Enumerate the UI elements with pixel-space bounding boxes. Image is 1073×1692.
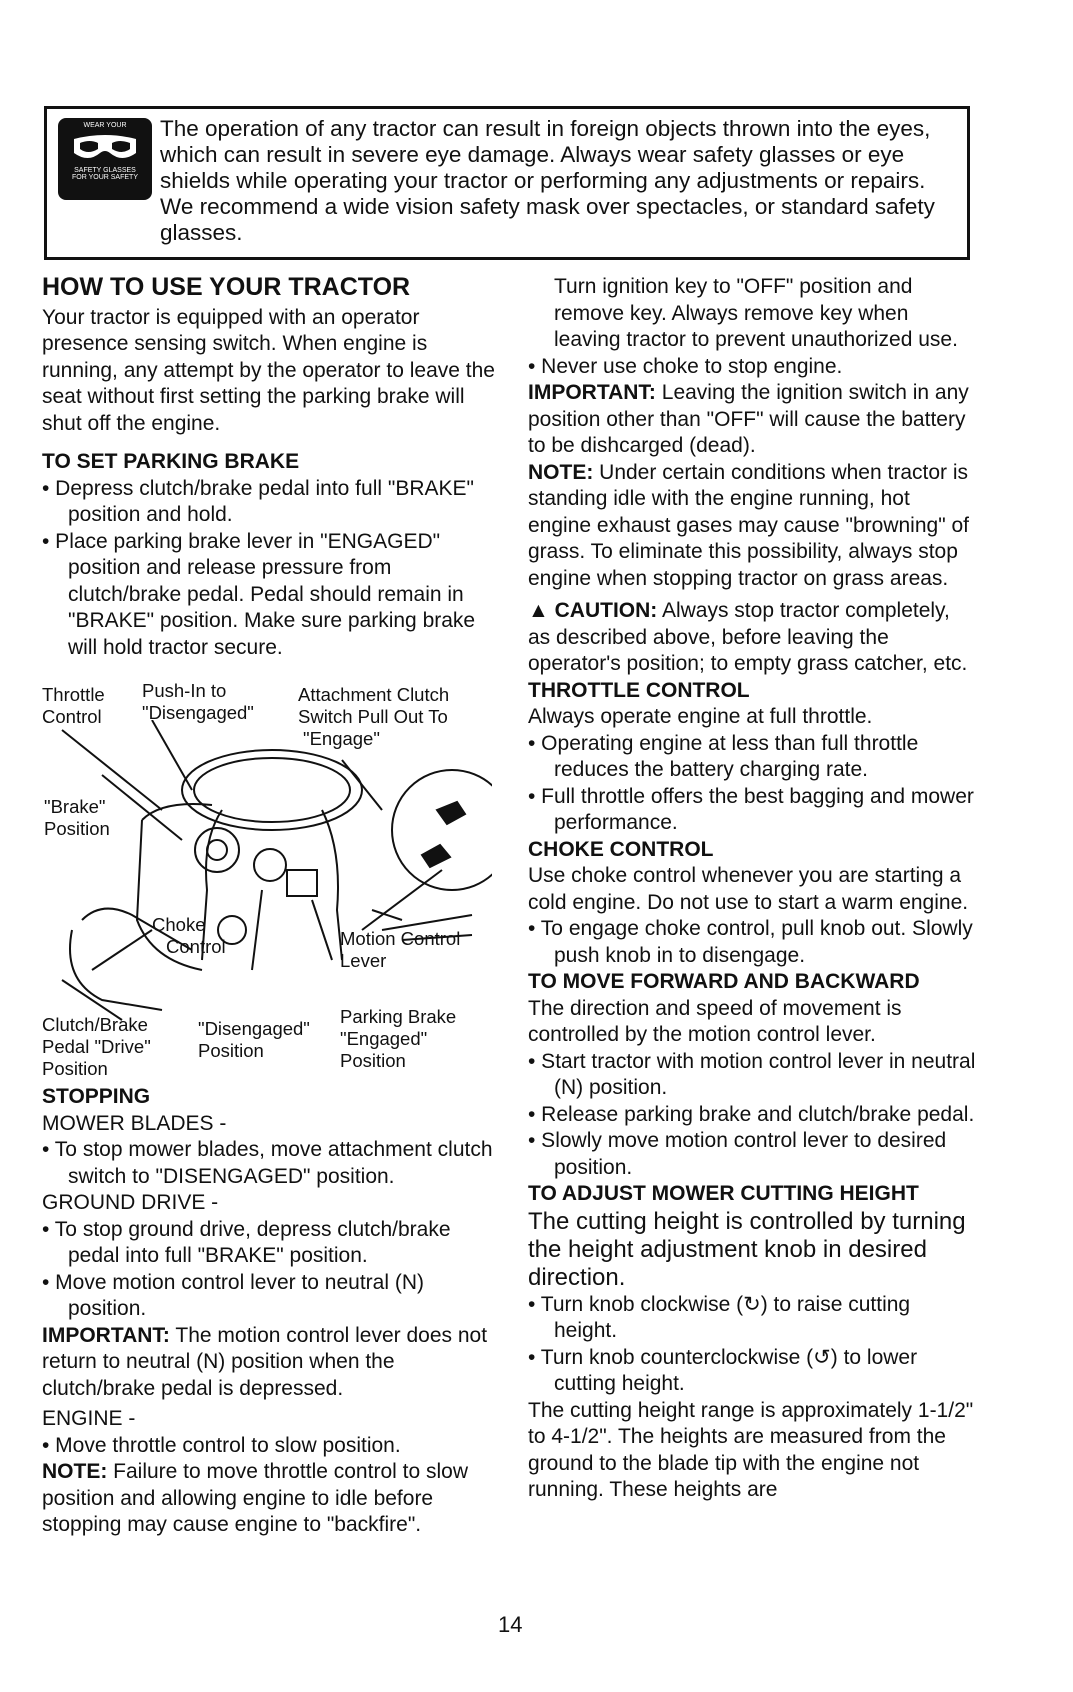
adjust-bullet-1: • Turn knob clockwise (↻) to raise cutting height. [528,1292,911,1342]
icon-line: FOR YOUR SAFETY [72,174,138,181]
important-text: Leaving the ignition switch in any position other than "OFF" will cause the battery to be dishcarged (dead). [528,381,969,457]
engine-heading: ENGINE - [42,1407,136,1430]
important-paragraph [528,380,976,460]
note-label: NOTE: [528,460,594,484]
label-line: Parking Brake [340,1006,457,1027]
adjust-bullet-2: • Turn knob counterclockwise (↺) to lower cutting height. [528,1345,918,1395]
adjust-heading: TO ADJUST MOWER CUTTING HEIGHT [528,1182,919,1205]
left-column-top [42,274,497,661]
label-line: Clutch/Brake [42,1014,148,1035]
label-line: "Disengaged" [142,702,254,723]
goggles-graphic [70,131,140,165]
move-bullet-1: • Start tractor with motion control lever in neutral (N) position. [528,1049,976,1099]
parking-bullet-2: • Place parking brake lever in "ENGAGED" position and release pressure from clutch/brake pedal. Pedal should remain in "BRAKE" position. Make sure parking brake will hold tractor secure. [42,529,476,659]
label-line: Control [166,936,226,957]
page-number: 14 [498,1612,523,1637]
choke-heading: CHOKE CONTROL [528,837,714,861]
caution-label: CAUTION: [554,599,658,622]
label-line: Position [198,1040,264,1061]
blades-bullet-1: • To stop mower blades, move attachment clutch switch to "DISENGAGED" position. [42,1138,493,1188]
label-parking-brake-engaged [340,1006,456,1072]
right-column [528,274,976,1504]
section-title: HOW TO USE YOUR TRACTOR [42,273,411,301]
label-disengaged-position [198,1018,310,1062]
parking-bullet-1: • Depress clutch/brake pedal into full "BRAKE" position and hold. [42,476,474,526]
icon-line: SAFETY GLASSES [74,167,136,174]
label-line: "Brake" [44,796,106,817]
move-paragraph: The direction and speed of movement is controlled by the motion control lever. [528,996,902,1046]
label-line: Push-In to [142,680,227,701]
label-line: Position [42,1058,108,1079]
caution-text: Always stop tractor completely, as described above, before leaving the operator's position; to empty grass catcher, etc. [528,599,968,675]
adjust-paragraph-2: The cutting height range is approximately 1-1/2" to 4-1/2". The heights are measured from the ground to the blade tip with the engine not running. These heights are [528,1398,974,1501]
note-label: NOTE: [42,1460,108,1483]
note-paragraph [42,1459,497,1539]
mower-blades-heading: MOWER BLADES - [42,1111,227,1135]
engine-bullet-1: • Move throttle control to slow position. [42,1433,401,1457]
warning-text: The operation of any tractor can result in foreign objects thrown into the eyes, which can result in severe eye damage. Always wear safety glasses or eye shields while operating your tractor or performing any adjustments or repairs. We recommend a wide vision safety mask over spectacles, or standard safety glasses. [160,116,935,245]
note-paragraph [528,460,976,593]
move-heading: TO MOVE FORWARD AND BACKWARD [528,970,920,993]
label-line: Position [44,818,110,839]
label-line: "Engaged" [340,1028,428,1049]
parking-brake-heading: TO SET PARKING BRAKE [42,450,300,473]
throttle-bullet-2: • Full throttle offers the best bagging and mower performance. [528,784,974,834]
safety-glasses-icon [58,118,152,200]
move-bullet-3: • Slowly move motion control lever to desired position. [528,1129,947,1179]
label-push-in [142,680,254,724]
caution-paragraph [528,598,976,678]
label-line: Position [340,1050,406,1071]
choke-paragraph: Use choke control whenever you are starting a cold engine. Do not use to start a warm engine. [528,864,969,914]
choke-bullet-1: • To engage choke control, pull knob out. Slowly push knob in to disengage. [528,917,973,967]
move-bullet-2: • Release parking brake and clutch/brake pedal. [528,1102,975,1126]
icon-line: WEAR YOUR [83,122,127,129]
label-choke-control [152,914,226,958]
ground-bullet-1: • To stop ground drive, depress clutch/brake pedal into full "BRAKE" position. [42,1217,451,1267]
throttle-bullet-1: • Operating engine at less than full throttle reduces the battery charging rate. [528,731,919,781]
label-line: "Engage" [303,728,380,749]
important-paragraph [42,1323,497,1403]
choke-bullet: • Never use choke to stop engine. [528,354,843,378]
ground-drive-heading: GROUND DRIVE - [42,1191,219,1214]
stopping-heading: STOPPING [42,1085,151,1108]
label-line: Switch Pull Out To [298,706,448,727]
important-label: IMPORTANT: [528,381,656,404]
important-label: IMPORTANT: [42,1323,170,1347]
tractor-controls-diagram [42,720,492,1050]
intro-paragraph: Your tractor is equipped with an operator presence sensing switch. When engine is running, any attempt by the operator to leave the seat without first setting the parking brake will shut off the engine. [42,305,495,435]
caution-triangle-icon: ▲ [528,599,555,622]
label-clutch-brake-pedal [42,1014,151,1080]
label-line: Attachment Clutch [298,684,450,705]
label-motion-control-lever [340,928,460,972]
label-line: Control [42,706,102,727]
label-line: Choke [152,914,206,935]
left-column-bottom [42,1084,497,1539]
label-line: Pedal "Drive" [42,1036,151,1057]
adjust-paragraph: The cutting height is controlled by turning the height adjustment knob in desired direction. [528,1207,966,1291]
label-line: Motion Control [340,928,461,949]
label-line: "Disengaged" [198,1018,310,1039]
throttle-heading: THROTTLE CONTROL [528,678,750,702]
note-text: Under certain conditions when tractor is standing idle with the engine running, hot engine exhaust gases may cause "browning" of grass. To eliminate this possibility, always stop engine when stopping tractor on grass areas. [528,460,970,590]
label-line: Lever [340,950,387,971]
label-line: Throttle [42,684,105,705]
note-text: Failure to move throttle control to slow position and allowing engine to idle before stopping may cause engine to "backfire". [42,1460,468,1536]
important-text: The motion control lever does not return to neutral (N) position when the clutch/brake pedal is depressed. [42,1323,488,1400]
throttle-paragraph: Always operate engine at full throttle. [528,705,873,728]
ground-bullet-2: • Move motion control lever to neutral (N) position. [42,1270,424,1320]
ignition-paragraph: Turn ignition key to "OFF" position and remove key. Always remove key when leaving tractor to prevent unauthorized use. [554,275,958,351]
